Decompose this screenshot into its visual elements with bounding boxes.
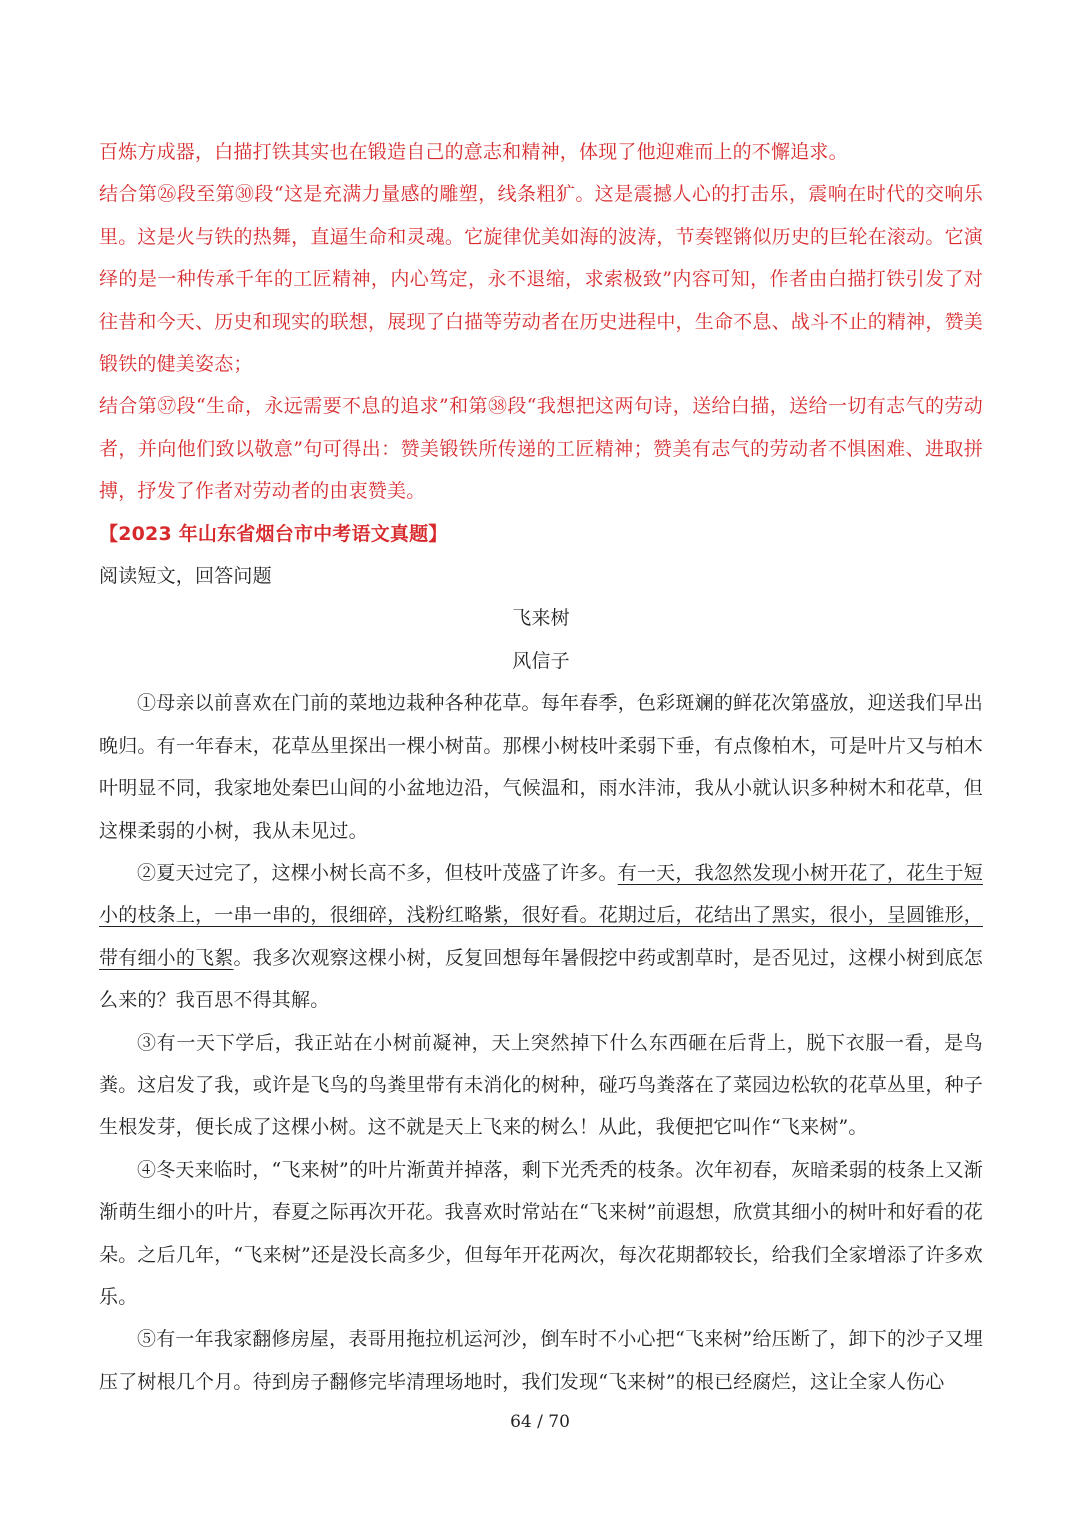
- answer-paragraph-1: 百炼方成器，白描打铁其实也在锻造自己的意志和精神，体现了他迎难而上的不懈追求。: [99, 141, 848, 163]
- underlined-passage: 有一天，我忽然发现小树开花了，花生于短小的枝条上，一串一串的，很细碎，浅粉红略紫，很好看。花期过后，花结出了黑实，很小，呈圆锥形，带有细小的飞絮: [99, 861, 983, 969]
- paragraph-2-end: 。我多次观察这棵小树，反复回想每年暑假挖中药或割草时，是否见过，这棵小树到底怎么来的？我百思不得其解。: [99, 946, 983, 1012]
- answer-paragraph-3: 结合第㊲段“生命，永远需要不息的追求”和第㊳段“我想把这两句诗，送给白描，送给一切有志气的劳动者，并向他们致以敬意”句可得出：赞美锻铁所传递的工匠精神；赞美有志气的劳动者不惧困难、进取拼搏，抒发了作者对劳动者的由衷赞美。: [99, 395, 983, 503]
- article-paragraph-1: ①母亲以前喜欢在门前的菜地边栽种各种花草。每年春季，色彩斑斓的鲜花次第盛放，迎送我们早出晚归。有一年春末，花草丛里探出一棵小树苗。那棵小树枝叶柔弱下垂，有点像柏木，可是叶片又与柏木叶明显不同，我家地处秦巴山间的小盆地边沿，气候温和，雨水沣沛，我从小就认识多种树木和花草，但这棵柔弱的小树，我从未见过。: [99, 692, 983, 842]
- article-paragraph-5: ⑤有一年我家翻修房屋，表哥用拖拉机运河沙，倒车时不小心把“飞来树”给压断了，卸下的沙子又埋压了树根几个月。待到房子翻修完毕清理场地时，我们发现“飞来树”的根已经腐烂，这让全家人伤心: [99, 1328, 983, 1393]
- page-number: 64 / 70: [510, 1412, 570, 1432]
- paragraph-2-start: ②夏天过完了，这棵小树长高不多，但枝叶茂盛了许多。: [137, 861, 618, 884]
- article-title: 飞来树: [512, 607, 570, 630]
- reading-instruction: 阅读短文，回答问题: [99, 565, 272, 588]
- answer-paragraph-2: 结合第㉖段至第㉚段“这是充满力量感的雕塑，线条粗犷。这是震撼人心的打击乐，震响在时代的交响乐里。这是火与铁的热舞，直逼生命和灵魂。它旋律优美如海的波涛，节奏铿锵似历史的巨轮在滚动。它演绎的是一种传承千年的工匠精神，内心笃定，永不退缩，求索极致”内容可知，作者由白描打铁引发了对往昔和今天、历史和现实的联想，展现了白描等劳动者在历史进程中，生命不息、战斗不止的精神，赞美锻铁的健美姿态；: [99, 183, 983, 376]
- article-author: 风信子: [512, 649, 570, 672]
- page-content: [99, 131, 983, 1403]
- article-paragraph-2: [99, 852, 983, 1022]
- article-paragraph-3: ③有一天下学后，我正站在小树前凝神，天上突然掉下什么东西砸在后背上，脱下衣服一看，是鸟粪。这启发了我，或许是飞鸟的鸟粪里带有未消化的树种，碰巧鸟粪落在了菜园边松软的花草丛里，种子生根发芽，便长成了这棵小树。这不就是天上飞来的树么！从此，我便把它叫作“飞来树”。: [99, 1031, 983, 1139]
- article-paragraph-4: ④冬天来临时，“飞来树”的叶片渐黄并掉落，剩下光秃秃的枝条。次年初春，灰暗柔弱的枝条上又渐渐萌生细小的叶片，春夏之际再次开花。我喜欢时常站在“飞来树”前遐想，欣赏其细小的树叶和好看的花朵。之后几年，“飞来树”还是没长高多少，但每年开花两次，每次花期都较长，给我们全家增添了许多欢乐。: [99, 1158, 983, 1308]
- section-heading: 【2023 年山东省烟台市中考语文真题】: [99, 522, 448, 545]
